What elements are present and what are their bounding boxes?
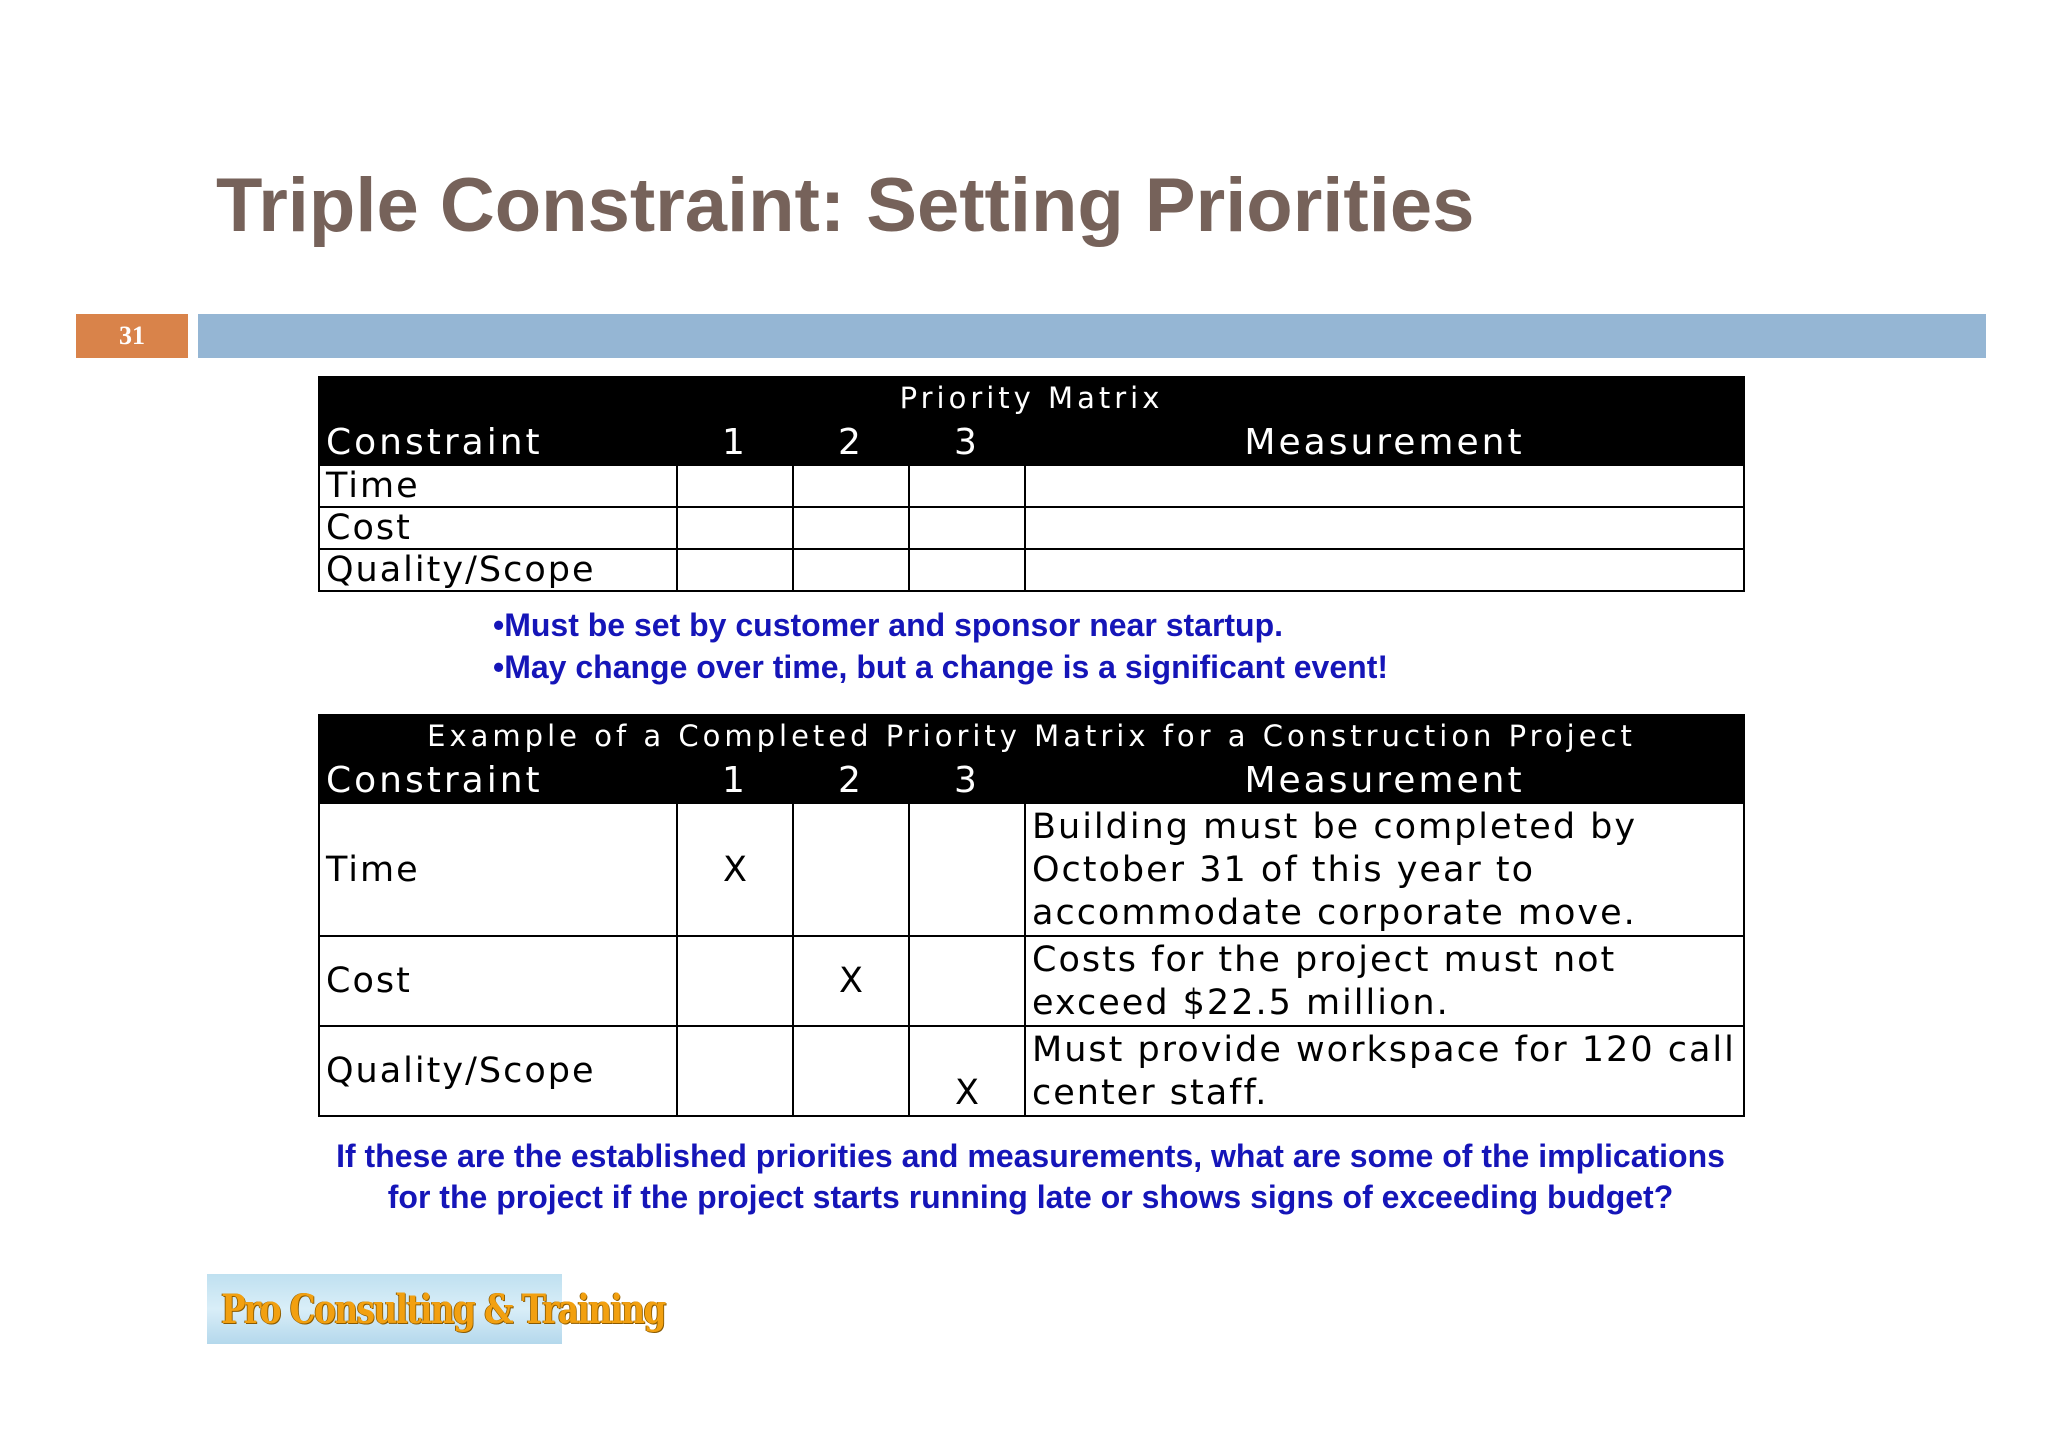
priority-mark (909, 803, 1025, 936)
header-constraint: Constraint (319, 757, 677, 803)
cell-constraint: Quality/Scope (319, 549, 677, 591)
cell-constraint: Cost (319, 936, 677, 1026)
header-priority-2: 2 (793, 419, 909, 465)
cell-priority-2 (793, 465, 909, 507)
table-header-row (319, 419, 1744, 465)
table-header-row (319, 757, 1744, 803)
priority-mark: X (677, 803, 793, 936)
cell-measurement (1025, 507, 1744, 549)
bullet-note: •May change over time, but a change is a significant event! (493, 649, 1388, 685)
slide-number-badge: 31 (76, 314, 188, 358)
cell-priority-3 (909, 549, 1025, 591)
table-row (319, 465, 1744, 507)
title-divider-bar (198, 314, 1986, 358)
table-caption: Example of a Completed Priority Matrix for a Construction Project (319, 715, 1744, 757)
cell-constraint: Cost (319, 507, 677, 549)
priority-mark: X (793, 936, 909, 1026)
header-priority-1: 1 (677, 757, 793, 803)
slide-title: Triple Constraint: Setting Priorities (216, 163, 1475, 248)
cell-measurement (1025, 549, 1744, 591)
cell-priority-2 (793, 549, 909, 591)
cell-constraint: Time (319, 465, 677, 507)
table-caption-row (319, 715, 1744, 757)
discussion-question: If these are the established priorities and measurements, what are some of the implications for the project if the project starts running late or shows signs of exceeding budget? (336, 1138, 1725, 1215)
table-row (319, 803, 1744, 936)
header-priority-1: 1 (677, 419, 793, 465)
header-priority-3: 3 (909, 419, 1025, 465)
priority-mark (677, 936, 793, 1026)
cell-priority-3 (909, 507, 1025, 549)
table-row (319, 1026, 1744, 1116)
table-row (319, 507, 1744, 549)
table-caption: Priority Matrix (319, 377, 1744, 419)
priority-matrix-table (318, 376, 1745, 592)
cell-measurement (1025, 465, 1744, 507)
bullet-note: •Must be set by customer and sponsor near startup. (493, 607, 1284, 643)
header-priority-3: 3 (909, 757, 1025, 803)
logo-text: Pro Consulting & Training (221, 1285, 665, 1333)
header-priority-2: 2 (793, 757, 909, 803)
company-logo (207, 1274, 665, 1344)
table-row (319, 936, 1744, 1026)
cell-priority-2 (793, 507, 909, 549)
priority-mark: X (909, 1026, 1025, 1116)
cell-constraint: Time (319, 803, 677, 936)
cell-constraint: Quality/Scope (319, 1026, 677, 1116)
priority-mark (909, 936, 1025, 1026)
priority-mark (793, 1026, 909, 1116)
cell-measurement: Building must be completed by October 31 of this year to accommodate corporate move. (1025, 803, 1744, 936)
cell-measurement: Must provide workspace for 120 call center staff. (1025, 1026, 1744, 1116)
priority-mark (793, 803, 909, 936)
cell-measurement: Costs for the project must not exceed $22.5 million. (1025, 936, 1744, 1026)
cell-priority-3 (909, 465, 1025, 507)
priority-mark (677, 1026, 793, 1116)
header-measurement: Measurement (1025, 757, 1744, 803)
header-measurement: Measurement (1025, 419, 1744, 465)
bullet-notes (493, 604, 1388, 688)
header-constraint: Constraint (319, 419, 677, 465)
cell-priority-1 (677, 507, 793, 549)
cell-priority-1 (677, 465, 793, 507)
table-caption-row (319, 377, 1744, 419)
cell-priority-1 (677, 549, 793, 591)
example-priority-matrix-table (318, 714, 1745, 1117)
table-row (319, 549, 1744, 591)
